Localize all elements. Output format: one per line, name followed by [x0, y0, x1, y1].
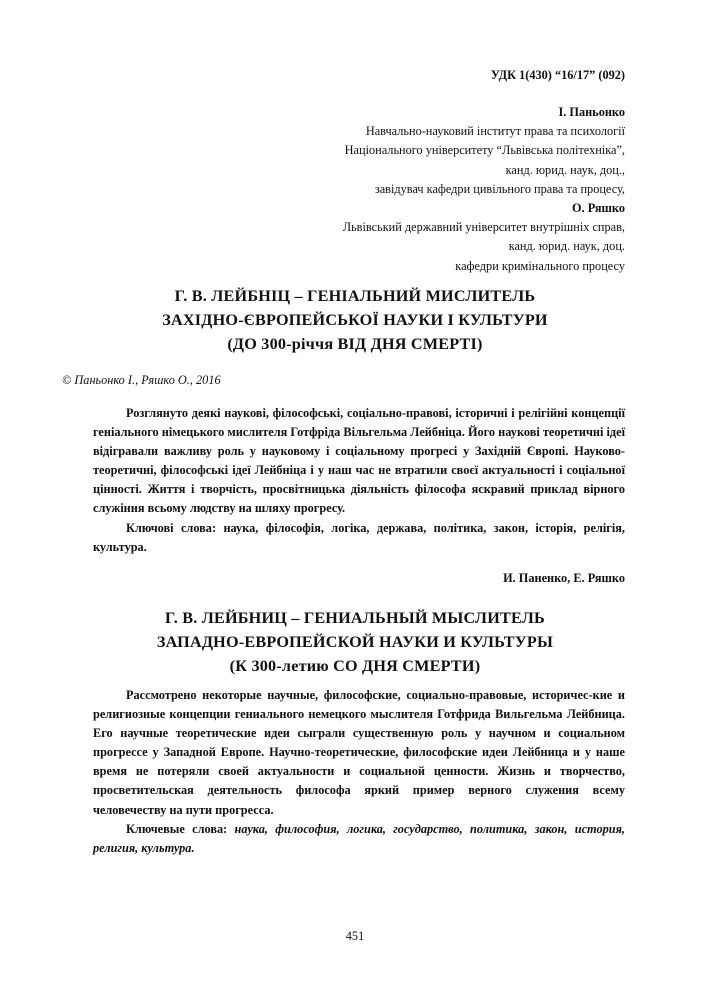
affiliation-line: канд. юрид. наук, доц., [505, 162, 625, 177]
author-name-2: О. Ряшко [571, 201, 625, 216]
author-name-1: І. Паньонко [558, 105, 625, 119]
title-line: (ДО 300-річчя ВІД ДНЯ СМЕРТІ) [227, 335, 483, 353]
affiliation-line: завідувач кафедри цивільного права та процесу, [374, 181, 625, 196]
abstract-ru [93, 686, 625, 858]
abstract-text: Рассмотрено некоторые научные, философские, социально-правовые, историчес-кие и религиозные концепции гениального немецкого мыслителя Готфрида Вильгельма Лейбница. Его научные теоретические идеи сыграли существенную роль у научном и социальном прогрессе у Западной Европе. Научно-теоретические, философские идеи Лейбница и у наше время не потеряли своей актуальности и социальной ценности. Жизнь и творчество, просветительская деятельность философа яркий пример верного служения всему человечеству на пути прогресса. [93, 688, 625, 817]
authors-ru: И. Паненко, Е. Ряшко [503, 571, 625, 585]
keywords-paragraph [93, 820, 625, 858]
keywords-paragraph [93, 519, 625, 557]
article-title-ua [0, 284, 710, 356]
affiliation-line: Львівський державний університет внутрішніх справ, [342, 220, 625, 235]
abstract-ua [93, 404, 625, 557]
copyright-notice: © Паньонко І., Ряшко О., 2016 [62, 373, 221, 387]
title-line: ЗАПАДНО-ЕВРОПЕЙСКОЙ НАУКИ И КУЛЬТУРЫ [156, 633, 554, 651]
keywords-list: наука, філософія, логіка, держава, політика, закон, історія, релігія, культура. [93, 520, 625, 554]
keywords-label: Ключові слова: [126, 520, 217, 535]
affiliation-line: кафедри кримінального процесу [455, 258, 625, 273]
udc-code: УДК 1(430) “16/17” (092) [490, 68, 625, 82]
page-number: 451 [345, 929, 365, 943]
title-line: Г. В. ЛЕЙБНИЦ – ГЕНИАЛЬНЫЙ МЫСЛИТЕЛЬ [165, 609, 545, 627]
keywords-list: наука, философия, логика, государство, политика, закон, история, религия, культура. [93, 821, 625, 855]
article-title-ru [0, 606, 710, 678]
abstract-text: Розглянуто деякі наукові, філософські, соціально-правові, історичні і релігійні концепції геніального німецького мислителя Готфріда Вільгельма Лейбніца. Його наукові теоретичні ідеї відігравали важливу роль у науковому і соціальному прогресі у Західній Європі. Науково-теоретичні, філософські ідеї Лейбніца і у наш час не втратили своєї актуальності і соціальної цінності. Життя і творчість, просвітницька діяльність філософа яскравий приклад вірного служіння всьому людству на шляху прогресу. [93, 406, 625, 516]
title-line: (К 300-летию СО ДНЯ СМЕРТИ) [229, 657, 481, 675]
affiliation-line: Національного університету “Львівська політехніка”, [344, 143, 625, 158]
affiliation-line: канд. юрид. наук, доц. [508, 239, 625, 254]
affiliation-line: Навчально-науковий інститут права та психології [365, 124, 625, 139]
author-affiliations [343, 103, 625, 276]
keywords-label: Ключевые слова: [126, 821, 228, 836]
title-line: Г. В. ЛЕЙБНІЦ – ГЕНІАЛЬНИЙ МИСЛИТЕЛЬ [174, 287, 536, 305]
title-line: ЗАХІДНО-ЄВРОПЕЙСЬКОЇ НАУКИ І КУЛЬТУРИ [162, 311, 548, 329]
